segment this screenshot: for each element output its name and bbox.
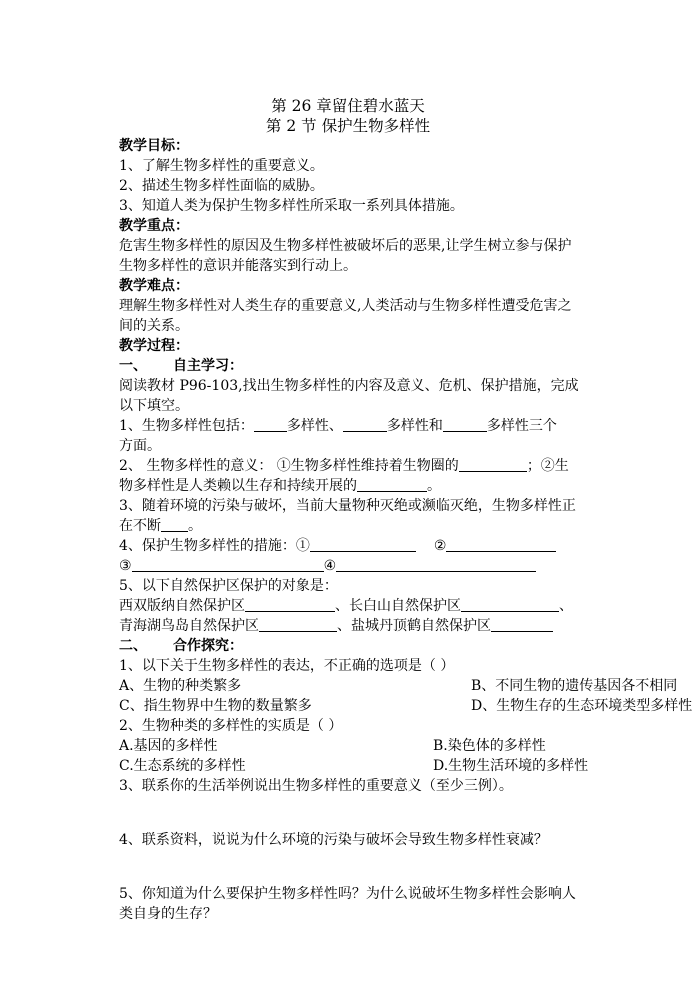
option-c[interactable]: C、指生物界中生物的数量繁多 [119, 698, 312, 714]
question-4-cont [119, 556, 586, 576]
open-question: 3、联系你的生活举例说出生物多样性的重要意义（至少三例）。 [119, 778, 513, 794]
question-1-cont: 方面。 [119, 438, 161, 454]
open-question-cont: 类自身的生存？ [119, 906, 217, 922]
reserve-name: 、长白山自然保护区 [335, 598, 461, 614]
option-d[interactable]: D、生物生存的生态环境类型多样性 [471, 698, 693, 714]
key-points-heading: 教学重点： [119, 218, 189, 234]
reserve-row [119, 616, 586, 636]
goal-item: 3、知道人类为保护生物多样性所采取一系列具体措施。 [119, 198, 464, 214]
mc-question: 1、以下关于生物多样性的表达，不正确的选项是（ ） [119, 658, 455, 674]
part2-title: 合作探究： [173, 638, 243, 654]
mc-options [119, 756, 589, 776]
q4-text: 4、保护生物多样性的措施：① [119, 538, 310, 554]
q3-text: 在不断 [119, 518, 161, 534]
q2-text: 。 [427, 478, 441, 494]
goal-item: 2、描述生物多样性面临的威胁。 [119, 178, 324, 194]
q4-text: ③ [119, 558, 132, 574]
q3-text: 。 [188, 518, 202, 534]
option-b[interactable]: B、不同生物的遗传基因各不相同 [471, 678, 678, 694]
q4-text: ② [433, 538, 447, 554]
open-question: 4、联系资料，说说为什么环境的污染与破坏会导致生物多样性衰减？ [119, 832, 548, 848]
option-c[interactable]: C.生态系统的多样性 [119, 758, 246, 774]
reserve-row [119, 596, 586, 616]
reserve-sep: 、 [559, 598, 573, 614]
open-question: 5、你知道为什么要保护生物多样性吗？为什么说破坏生物多样性会影响人 [119, 886, 576, 902]
mc-options [119, 736, 586, 756]
fill-blank[interactable] [459, 456, 527, 472]
goal-item: 1、了解生物多样性的重要意义。 [119, 158, 324, 174]
page-title: 第 26 章留住碧水蓝天 [271, 97, 425, 115]
part1-number: 一、 [119, 358, 147, 374]
q4-text: ④ [323, 558, 337, 574]
mc-question: 2、生物种类的多样性的实质是（ ） [119, 718, 343, 734]
part2-heading [119, 636, 586, 656]
fill-blank[interactable] [491, 616, 553, 632]
fill-blank[interactable] [336, 556, 536, 572]
difficulties-text: 理解生物多样性对人类生存的重要意义,人类活动与生物多样性遭受危害之 [119, 298, 572, 314]
reserve-name: 青海湖鸟岛自然保护区 [119, 618, 259, 634]
fill-blank[interactable] [254, 416, 287, 432]
fill-blank[interactable] [461, 596, 559, 612]
question-5: 5、以下自然保护区保护的对象是： [119, 578, 338, 594]
part1-intro: 以下填空。 [119, 398, 189, 414]
fill-blank[interactable] [446, 536, 556, 552]
fill-blank[interactable] [310, 536, 416, 552]
fill-blank[interactable] [343, 416, 387, 432]
difficulties-heading: 教学难点： [119, 278, 189, 294]
q1-text: 多样性、 [286, 418, 343, 434]
question-3: 3、随着环境的污染与破坏，当前大量物种灭绝或濒临灭绝，生物多样性正 [119, 498, 576, 514]
part1-intro: 阅读教材 P96-103,找出生物多样性的内容及意义、危机、保护措施，完成 [119, 378, 579, 394]
q1-text: 多样性三个 [486, 418, 557, 434]
reserve-name: 、盐城丹顶鹤自然保护区 [337, 618, 491, 634]
page-subtitle: 第 2 节 保护生物多样性 [265, 117, 431, 135]
q2-text: 物多样性是人类赖以生存和持续开展的 [119, 478, 357, 494]
option-b[interactable]: B.染色体的多样性 [433, 738, 546, 754]
mc-options [119, 676, 678, 696]
reserve-name: 西双版纳自然保护区 [119, 598, 245, 614]
option-d[interactable]: D.生物生活环境的多样性 [433, 758, 589, 774]
fill-blank[interactable] [161, 516, 188, 532]
question-3-cont [119, 516, 586, 536]
fill-blank[interactable] [245, 596, 335, 612]
goals-heading: 教学目标： [119, 138, 189, 154]
part1-heading [119, 356, 586, 376]
process-heading: 教学过程： [119, 338, 189, 354]
fill-blank[interactable] [132, 556, 324, 572]
q2-text: 2、 生物多样性的意义： ①生物多样性维持着生物圈的 [119, 458, 459, 474]
fill-blank[interactable] [357, 476, 427, 492]
mc-options [119, 696, 693, 716]
fill-blank[interactable] [443, 416, 487, 432]
question-2-cont [119, 476, 586, 496]
q1-text: 多样性和 [386, 418, 443, 434]
option-a[interactable]: A.基因的多样性 [119, 738, 218, 754]
part2-number: 二、 [119, 638, 147, 654]
option-a[interactable]: A、生物的种类繁多 [119, 678, 242, 694]
key-points-text: 生物多样性的意识并能落实到行动上。 [119, 258, 357, 274]
fill-blank[interactable] [259, 616, 337, 632]
difficulties-text: 间的关系。 [119, 318, 189, 334]
question-2 [119, 456, 586, 476]
part1-title: 自主学习： [173, 358, 243, 374]
question-1 [119, 416, 586, 436]
key-points-text: 危害生物多样性的原因及生物多样性被破坏后的恶果,让学生树立参与保护 [119, 238, 572, 254]
q2-text: ；②生 [526, 458, 569, 474]
question-4 [119, 536, 586, 556]
q1-text: 1、生物多样性包括： [119, 418, 254, 434]
